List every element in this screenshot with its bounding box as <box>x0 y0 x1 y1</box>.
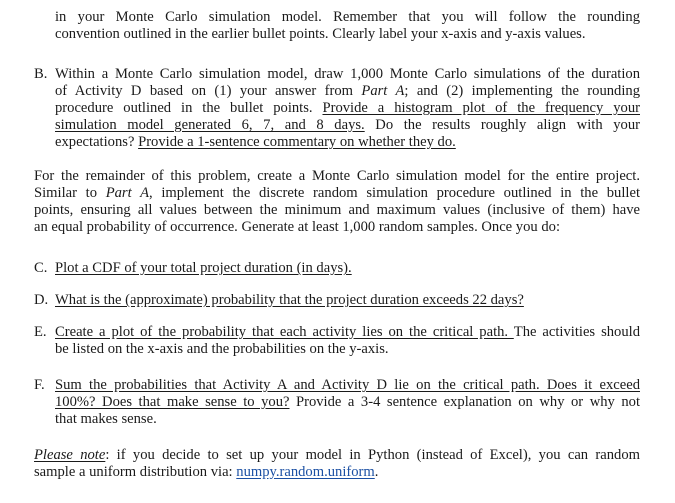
item-e-label: E. <box>34 324 47 340</box>
item-f-label: F. <box>34 377 45 393</box>
item-f-text <box>55 377 640 428</box>
intro-line: in your Monte Carlo simulation model. Remember that you will follow the rounding <box>55 9 640 25</box>
item-e-line: Create a plot of the probability that each activity lies on the critical path. The activities should <box>55 324 640 340</box>
item-f-line: 100%? Does that make sense to you? Provide a 3-4 sentence explanation on why or why not <box>55 394 640 410</box>
note-line: sample a uniform distribution via: numpy.random.uniform. <box>34 464 379 480</box>
note-line: Please note: if you decide to set up your model in Python (instead of Excel), you can random <box>34 447 640 463</box>
item-b-line: simulation model generated 6, 7, and 8 days. Do the results roughly align with your <box>55 117 640 133</box>
item-d-text: What is the (approximate) probability that the project duration exceeds 22 days? <box>55 292 524 308</box>
note-prefix: Please note <box>34 447 106 463</box>
item-b-line: procedure outlined in the bullet points. Provide a histogram plot of the frequency your <box>55 100 640 116</box>
paragraph-line: points, ensuring all values between the minimum and maximum values (inclusive of them) have <box>34 202 640 218</box>
item-b-line: Within a Monte Carlo simulation model, draw 1,000 Monte Carlo simulations of the duration <box>55 66 640 82</box>
item-e-text <box>55 324 640 358</box>
python-note <box>34 447 640 481</box>
item-c-text: Plot a CDF of your total project duration (in days). <box>55 260 352 276</box>
numpy-uniform-link[interactable]: numpy.random.uniform <box>236 464 375 480</box>
paragraph-line: an equal probability of occurrence. Generate at least 1,000 random samples. Once you do: <box>34 219 560 235</box>
instructions-paragraph <box>34 168 640 236</box>
item-f-line: Sum the probabilities that Activity A and Activity D lie on the critical path. Does it exceed <box>55 377 640 393</box>
intro-line: convention outlined in the earlier bullet points. Clearly label your x-axis and y-axis values. <box>55 26 586 42</box>
item-b-label: B. <box>34 66 48 82</box>
item-f-line: that makes sense. <box>55 411 157 427</box>
paragraph-line: For the remainder of this problem, create a Monte Carlo simulation model for the entire project. <box>34 168 640 184</box>
intro-block <box>55 9 640 43</box>
item-d-label: D. <box>34 292 49 308</box>
item-b-line: expectations? Provide a 1-sentence commentary on whether they do. <box>55 134 456 150</box>
item-c-label: C. <box>34 260 48 276</box>
item-b-text <box>55 66 640 151</box>
item-b-line: of Activity D based on (1) your answer from Part A; and (2) implementing the rounding <box>55 83 641 99</box>
item-e-line: be listed on the x-axis and the probabilities on the y-axis. <box>55 341 389 357</box>
paragraph-line: Similar to Part A, implement the discrete random simulation procedure outlined in the bullet <box>34 185 640 201</box>
